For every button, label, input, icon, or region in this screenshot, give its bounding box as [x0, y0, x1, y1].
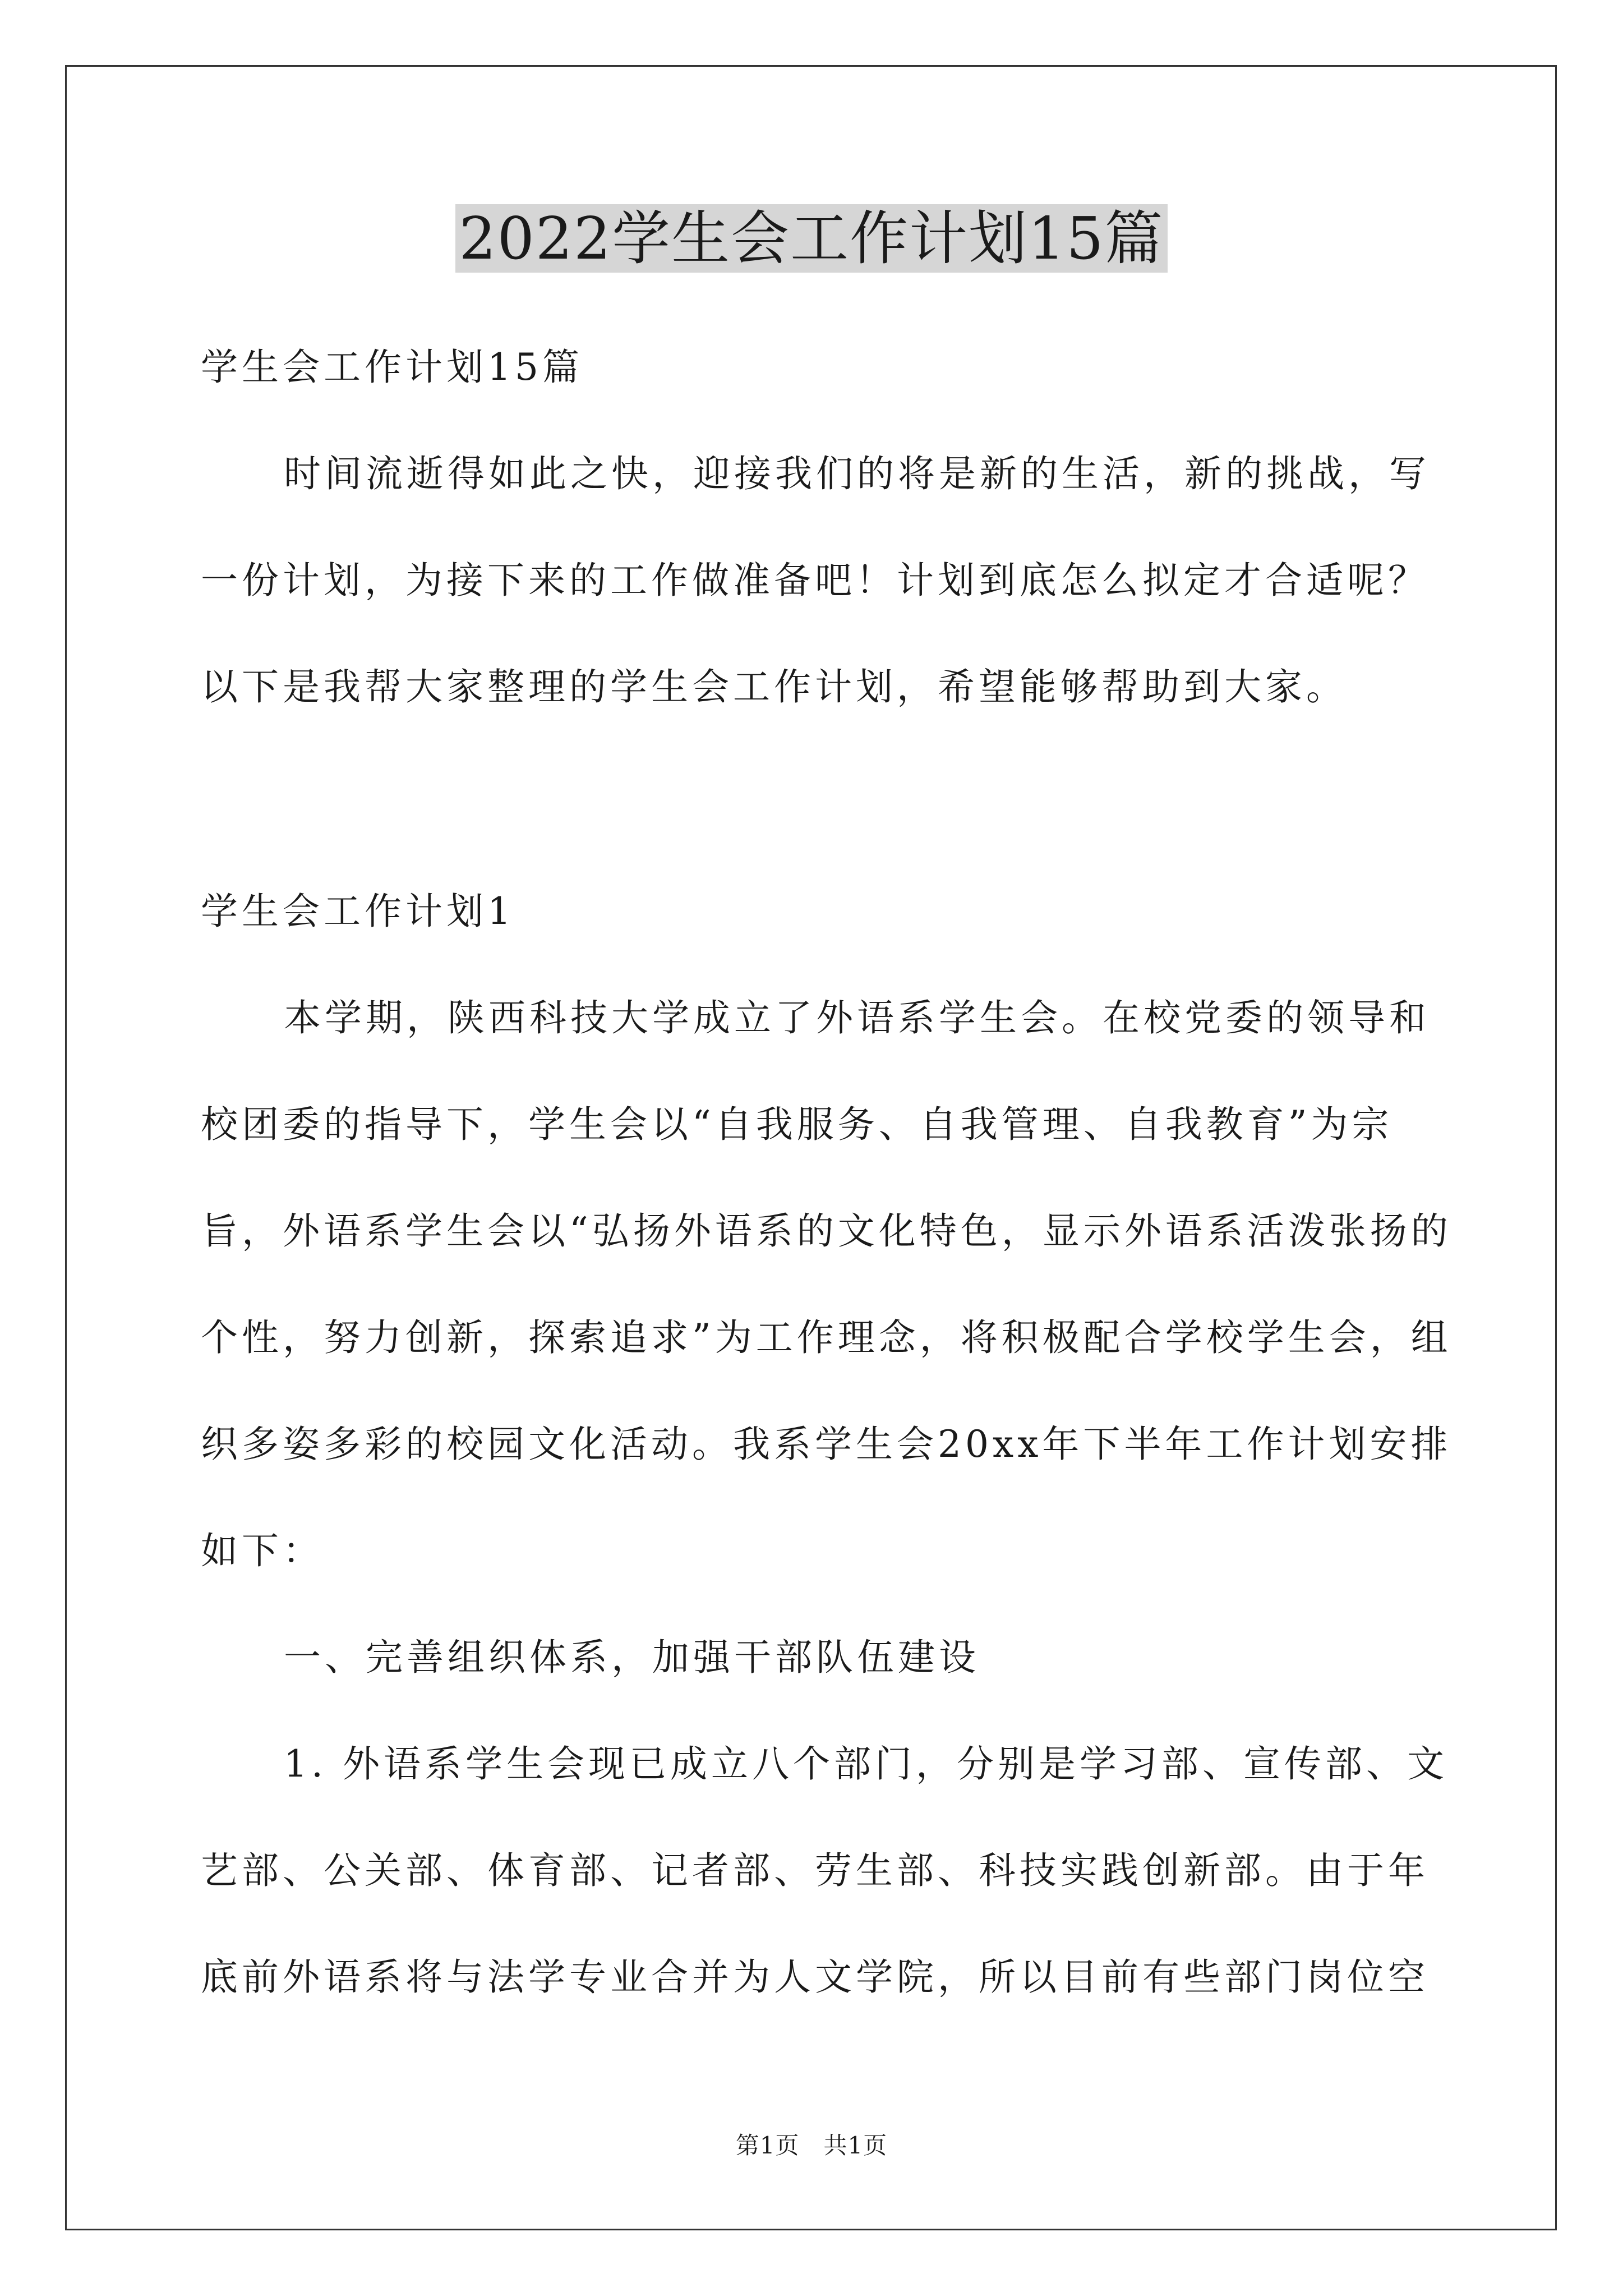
paragraph-2: 1. 外语系学生会现已成立八个部门，分别是学习部、宣传部、文艺部、公关部、体育部、记者部、劳生部、科技实践创新部。由于年底前外语系将与法学专业合并为人文学院，所以目前有些部门岗位空	[201, 1742, 1448, 1999]
document-title-text: 2022学生会工作计划15篇	[455, 204, 1167, 273]
document-body-main	[201, 858, 1457, 2031]
document-subtitle: 学生会工作计划15篇	[201, 346, 583, 389]
heading-1: 一、完善组织体系，加强干部队伍建设	[284, 1636, 980, 1679]
document-title	[0, 199, 1623, 278]
section-heading: 学生会工作计划1	[201, 890, 515, 933]
page-footer: 第1页 共1页	[735, 2132, 888, 2159]
document-body-top	[201, 314, 1457, 740]
paragraph-1: 本学期，陕西科技大学成立了外语系学生会。在校党委的领导和校团委的指导下，学生会以“自我服务、自我管理、自我教育”为宗旨，外语系学生会以“弘扬外语系的文化特色，显示外语系活泼张扬的个性，努力创新，探索追求”为工作理念，将积极配合学校学生会，组织多姿多彩的校园文化活动。我系学生会20xx年下半年工作计划安排如下：	[201, 996, 1452, 1572]
intro-paragraph: 时间流逝得如此之快，迎接我们的将是新的生活，新的挑战，写一份计划，为接下来的工作做准备吧！计划到底怎么拟定才合适呢？以下是我帮大家整理的学生会工作计划，希望能够帮助到大家。	[201, 452, 1430, 708]
